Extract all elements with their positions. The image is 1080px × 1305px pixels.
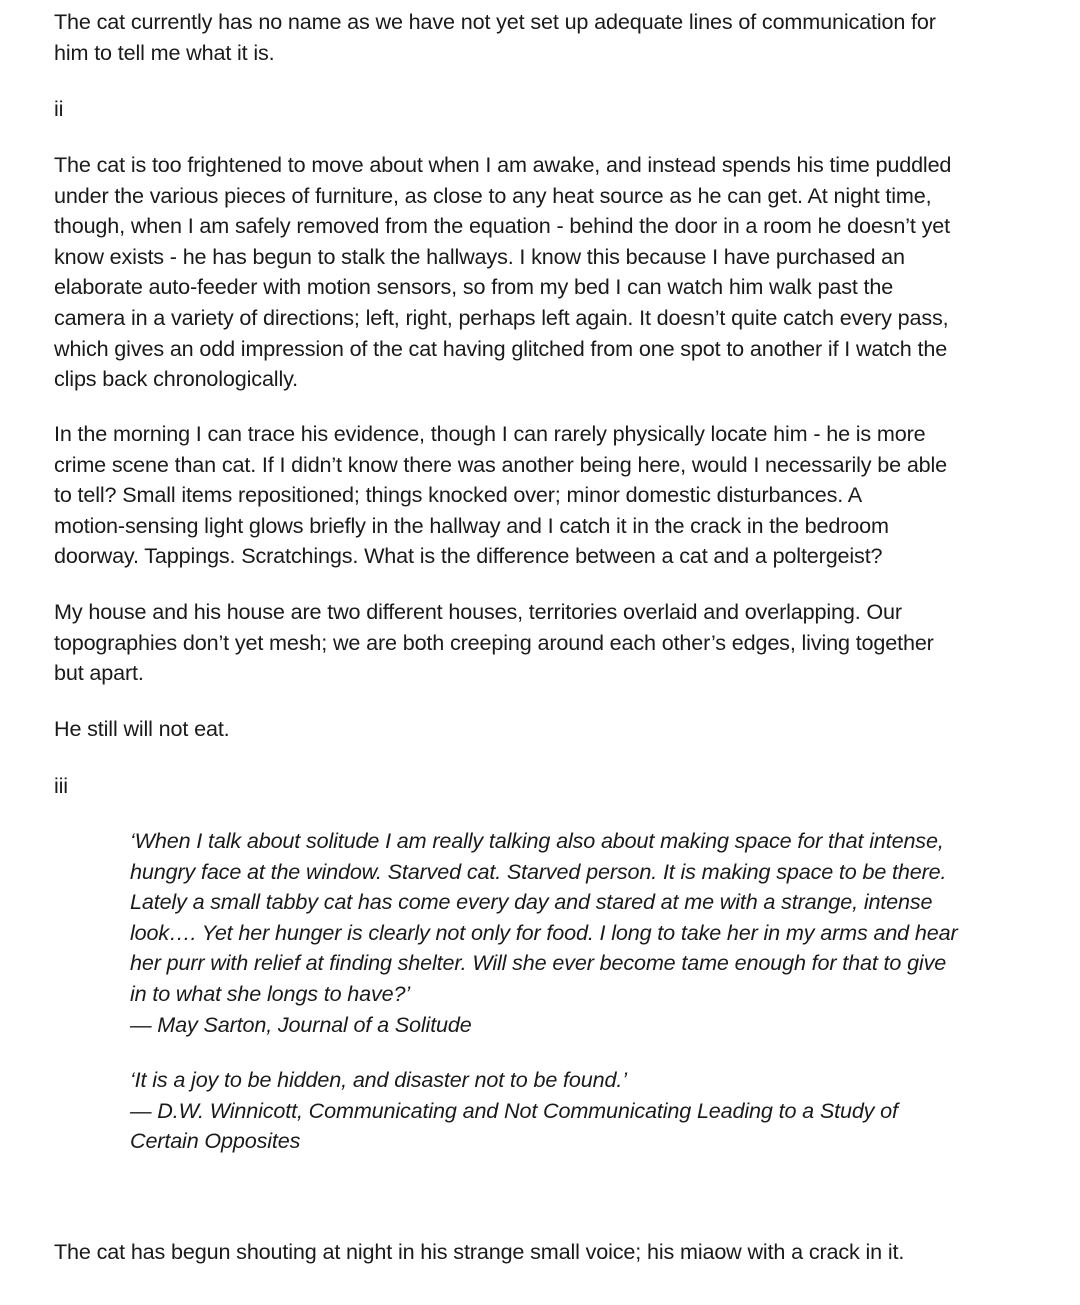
text-line: him to tell me what it is. [54,39,275,65]
section-marker-ii [54,94,1064,125]
quote-line: ‘It is a joy to be hidden, and disaster not to be found.’ [130,1067,627,1092]
text-line: but apart. [54,660,144,686]
paragraph-night-stalking [54,150,1064,395]
text-line: He still will not eat. [54,716,230,741]
text-line: under the various pieces of furniture, as close to any heat source as he can get. At night time, [54,182,932,208]
paragraph-morning-evidence [54,419,1064,572]
quote-line: in to what she longs to have?’ [130,980,411,1006]
paragraph-two-houses [54,597,1064,689]
text-line: The cat is too frightened to move about when I am awake, and instead spends his time puddled [54,152,952,177]
text-line: The cat currently has no name as we have not yet set up adequate lines of communication for [54,9,936,34]
intro-paragraph [54,7,1064,68]
blockquote-may-sarton [130,826,1060,1040]
text-line: In the morning I can trace his evidence, though I can rarely physically locate him - he is more [54,421,926,446]
text-line: topographies don’t yet mesh; we are both creeping around each other’s edges, living together [54,629,934,655]
blockquote-winnicott [130,1065,1060,1157]
text-line: which gives an odd impression of the cat having glitched from one spot to another if I watch the [54,335,948,361]
text-line: My house and his house are two different houses, territories overlaid and overlapping. Our [54,599,902,624]
section-marker-iii [54,771,1064,802]
text-line: though, when I am safely removed from the equation - behind the door in a room he doesn’t yet [54,213,950,239]
text-line: camera in a variety of directions; left, right, perhaps left again. It doesn’t quite catch every pass, [54,304,949,330]
text-line: The cat has begun shouting at night in his strange small voice; his miaow with a crack in it. [54,1239,905,1264]
paragraph-shouting-at-night [54,1237,1064,1268]
text-line: know exists - he has begun to stalk the hallways. I know this because I have purchased an [54,243,905,269]
text-line: elaborate auto-feeder with motion sensors, so from my bed I can watch him walk past the [54,274,894,300]
paragraph-will-not-eat [54,714,1064,745]
quote-line: ‘When I talk about solitude I am really talking also about making space for that intense, [130,828,944,853]
quote-line: her purr with relief at finding shelter. Will she ever become tame enough for that to give [130,950,947,976]
section-number: iii [54,773,68,798]
section-number: ii [54,96,64,121]
quote-attribution: — D.W. Winnicott, Communicating and Not Communicating Leading to a Study of [130,1097,898,1123]
text-line: clips back chronologically. [54,366,298,392]
text-line: to tell? Small items repositioned; things knocked over; minor domestic disturbances. A [54,482,863,508]
quote-line: look…. Yet her hunger is clearly not only for food. I long to take her in my arms and hear [130,919,958,945]
text-line: motion-sensing light glows briefly in the hallway and I catch it in the crack in the bedroom [54,512,889,538]
text-line: doorway. Tappings. Scratchings. What is the difference between a cat and a poltergeist? [54,543,883,569]
quote-attribution: — May Sarton, Journal of a Solitude [130,1011,472,1037]
quote-line: hungry face at the window. Starved cat. Starved person. It is making space to be there. [130,858,947,884]
quote-attribution: Certain Opposites [130,1128,301,1154]
text-line: crime scene than cat. If I didn’t know there was another being here, would I necessarily be able [54,451,948,477]
quote-line: Lately a small tabby cat has come every day and stared at me with a strange, intense [130,889,933,915]
